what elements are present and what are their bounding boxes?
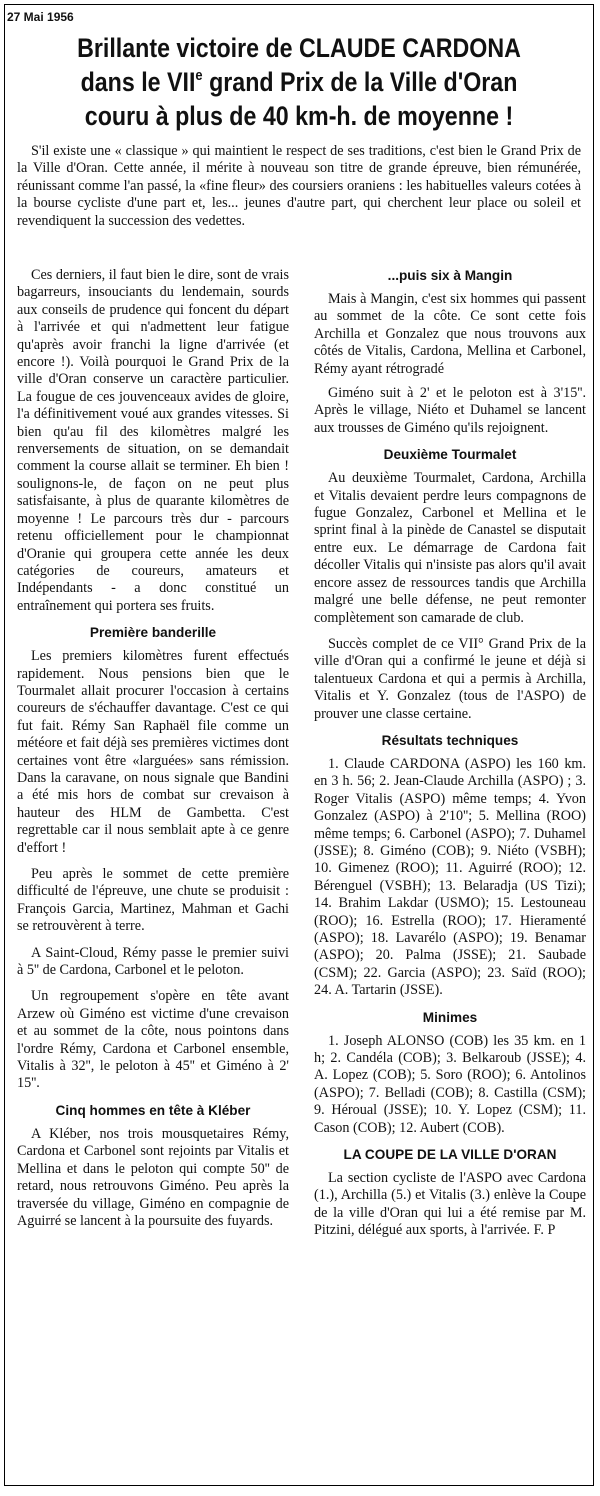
- subheading-minimes: Minimes: [422, 1009, 478, 1025]
- right-paragraph-coupe: La section cycliste de l'ASPO avec Cardona (1.), Archilla (5.) et Vitalis (3.) enlève la Coupe de la ville d'Oran qui lui a été remise par M. Pitzini, délégué aux sports, à l'arrivée. F. P: [314, 1170, 586, 1239]
- left-paragraph-3: Peu après le sommet de cette première difficulté de l'épreuve, une chute se produisit : François Garcia, Martinez, Mahman et Gachi se retrouvèrent à terre.: [17, 866, 289, 935]
- subheading-coupe-ville-oran: LA COUPE DE LA VILLE D'ORAN: [343, 1147, 557, 1163]
- right-paragraph-2: Giméno suit à 2' et le peloton est à 3'15''. Après le village, Niéto et Duhamel se lancent aux trousses de Giméno qu'ils rejoignent.: [314, 385, 586, 436]
- subheading-six-a-mangin: ...puis six à Mangin: [387, 268, 513, 283]
- results-list: 1. Claude CARDONA (ASPO) les 160 km. en 3 h. 56; 2. Jean-Claude Archilla (ASPO) ; 3. Roger Vitalis (ASPO) même temps; 4. Yvon Gonzalez (ASPO) à 2'10''; 5. Mellina (ROO) même temps; 6. Carbonel (ASPO); 7. Duhamel (JSSE); 8. Giméno (COB); 9. Niéto (VSBH); 10. Gimenez (ROO); 11. Aguirré (ROO); 12. Bérenguel (VSBH); 13. Belaradja (US Tizi); 14. Brahim Lakdar (USMO); 15. Lestouneau (ROO); 16. Estrella (ROO); 17. Hieramenté (ASPO); 18. Lavarélo (ASPO); 19. Benamar (ASPO); 20. Palma (JSSE); 21. Saubade (CSM); 22. Garcia (ASPO); 23. Saïd (ROO); 24. A. Tartarin (JSSE).: [314, 755, 586, 999]
- subheading-premiere-banderille: Première banderille: [89, 625, 217, 641]
- right-paragraph-1: Mais à Mangin, c'est six hommes qui passent au sommet de la côte. Ce sont cette fois Archilla et Gonzalez que nous trouvons aux côtés de Vitalis, Cardona, Mellina et Carbonel, Rémy ayant rétrogradé: [314, 291, 586, 377]
- headline-line-2-end: grand Prix de la Ville d'Oran: [202, 67, 518, 97]
- article-date: 27 Mai 1956: [7, 10, 74, 24]
- subheading-resultats-techniques: Résultats techniques: [381, 732, 519, 748]
- minimes-results: 1. Joseph ALONSO (COB) les 35 km. en 1 h; 2. Candéla (COB); 3. Belkaroub (JSSE); 4. A. Lopez (COB); 5. Soro (ROO); 6. Antolinos (ASPO); 7. Belladi (COB); 8. Castilla (CSM); 9. Héroual (JSSE); 10. Y. Lopez (CSM); 11. Cason (COB); 12. Aubert (COB).: [314, 1032, 586, 1136]
- headline-line-3: couru à plus de 40 km-h. de moyenne !: [84, 101, 514, 131]
- intro-paragraph: S'il existe une « classique » qui maintient le respect de ses traditions, c'est bien le Grand Prix de la Ville d'Oran. Cette année, il mérite à nouveau son titre de grande épreuve, bien rémunérée, réunissant comme l'an passé, la «fine fleur» des coursiers oraniens : les habituelles valeurs cotées à la bourse cycliste d'une part et, les... jeunes d'autre part, qui cherchent leur place ou soleil et revendiquent la succession des vedettes.: [17, 143, 581, 229]
- headline-superscript: e: [195, 67, 203, 84]
- subheading-deuxieme-tourmalet: Deuxième Tourmalet: [383, 447, 517, 463]
- right-paragraph-3: Au deuxième Tourmalet, Cardona, Archilla et Vitalis devaient perdre leurs compagnons de fugue Gonzalez, Carbonel et Mellina et le sprint final à la pinède de Canastel se disputait entre eux. Le démarrage de Cardona fait décoller Vitalis qui n'insiste pas alors qu'il avait encore assez de ressources tandis que Archilla malgré une belle défense, ne peut remonter complètement son camarade de club.: [314, 470, 586, 626]
- left-paragraph-2: Les premiers kilomètres furent effectués rapidement. Nous pensions bien que le Tourmalet allait procurer l'occasion à certains coureurs de s'échauffer davantage. C'est ce qui fut fait. Rémy San Raphaël file comme un météore et fait déjà ses premières victimes dont certaines vont être «larguées» sans rémission. Dans la caravane, on nous signale que Bandini a été mis hors de combat sur crevaison à hauteur des HLM de Gambetta. C'est regrettable car il nous semblait apte à ce genre d'effort !: [17, 648, 289, 856]
- left-column: [17, 267, 289, 1239]
- headline-line-2: [46, 65, 552, 99]
- subheading-cinq-hommes: Cinq hommes en tête à Kléber: [55, 1102, 251, 1118]
- left-paragraph-6: A Kléber, nos trois mousquetaires Rémy, Cardona et Carbonel sont rejoints par Vitalis et Mellina et dans le peloton qui compte 50'' de retard, nous retrouvons Giméno. Peu après la traversée du village, Giméno en compagnie de Aguirré se lancent à la poursuite des fuyards.: [17, 1125, 289, 1229]
- newspaper-page: [4, 4, 594, 1486]
- right-column: [314, 267, 586, 1249]
- left-paragraph-4: A Saint-Cloud, Rémy passe le premier suivi à 5'' de Cardona, Carbonel et le peloton.: [17, 944, 289, 979]
- left-paragraph-1: Ces derniers, il faut bien le dire, sont de vrais bagarreurs, insouciants du lendemain, sourds aux conseils de prudence qui foncent du départ à l'arrivée et qui n'admettent leur fatigue qu'après avoir franchi la ligne d'arrivée (et encore !). Voilà pourquoi le Grand Prix de la ville d'Oran conserve un caractère particulier. La fougue de ces jouvenceaux avides de gloire, l'a définitivement voué aux grandes vitesses. Si bien qu'au fil des kilomètres malgré les renversements de situation, on se demandait comment la course allait se terminer. Eh bien ! soulignons-le, de façon on ne peut plus satisfaisante, à plus de quarante kilomètres de moyenne ! Le parcours très dur - parcours retenu officiellement pour le championnat d'Oranie qui groupera cette année les deux catégories de coureurs, amateurs et Indépendants - a donc constitué un entraînement qui portera ses fruits.: [17, 267, 289, 614]
- headline: [46, 31, 552, 133]
- left-paragraph-5: Un regroupement s'opère en tête avant Arzew où Giméno est victime d'une crevaison et au sommet de la côte, nous pointons dans l'ordre Rémy, Cardona et Carbonel ensemble, Vitalis à 32'', le peloton à 45'' et Giméno à 2' 15''.: [17, 988, 289, 1092]
- headline-line-2-start: dans le VII: [80, 67, 196, 97]
- right-paragraph-4: Succès complet de ce VII° Grand Prix de la ville d'Oran qui a confirmé le jeune et déjà si talentueux Cardona et qui a permis à Archilla, Vitalis et Y. Gonzalez (tous de l'ASPO) de prouver une classe certaine.: [314, 635, 586, 722]
- headline-line-1: Brillante victoire de CLAUDE CARDONA: [77, 33, 521, 63]
